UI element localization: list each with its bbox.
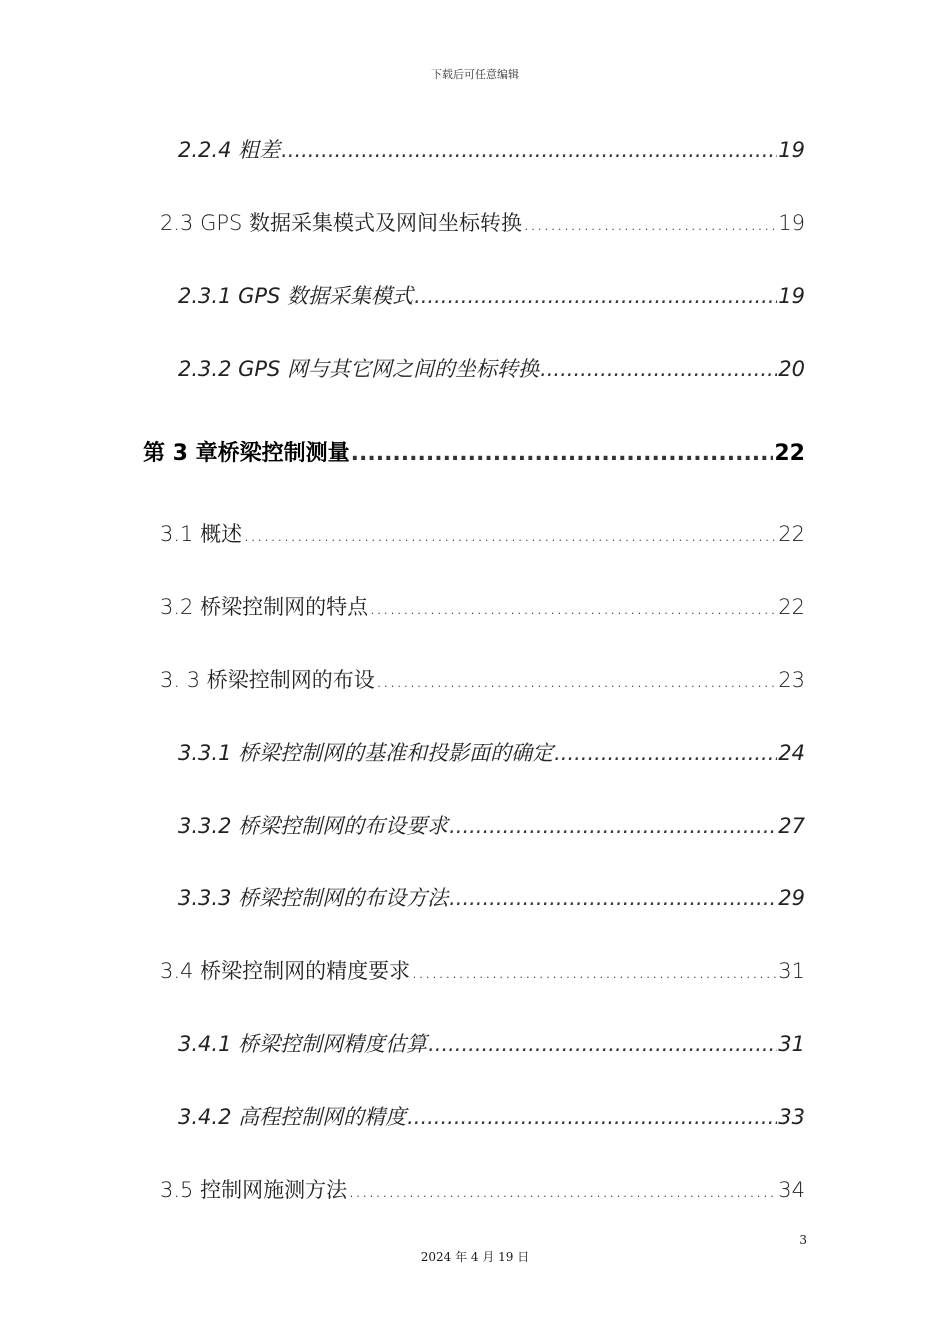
toc-leader-dots [414, 284, 777, 308]
toc-leader-dots [523, 211, 777, 235]
toc-entry-page: 31 [778, 1032, 805, 1056]
toc-entry-title: 3.4.2 高程控制网的精度 [178, 1105, 407, 1129]
toc-leader-dots [428, 1032, 777, 1056]
toc-entry-title: 3.2 桥梁控制网的特点 [160, 595, 369, 619]
toc-entry-title: 3.3.2 桥梁控制网的布设要求 [178, 814, 449, 838]
toc-chapter-entry[interactable] [143, 436, 805, 467]
toc-entry-title: 3.1 概述 [160, 522, 243, 546]
toc-entry-page: 19 [778, 284, 805, 308]
toc-entry-title: 3.3.1 桥梁控制网的基准和投影面的确定 [178, 741, 554, 765]
toc-entry[interactable] [178, 1028, 805, 1058]
toc-entry-title: 2.3.2 GPS 网与其它网之间的坐标转换 [178, 357, 540, 381]
footer-date: 2024 年 4 月 19 日 [420, 1250, 530, 1264]
toc-leader-dots [376, 668, 778, 692]
toc-leader-dots [540, 357, 777, 381]
toc-entry-page: 19 [778, 211, 805, 235]
toc-leader-dots [411, 959, 777, 983]
toc-entry[interactable] [178, 134, 805, 164]
toc-leader-dots [281, 138, 777, 162]
toc-entry[interactable] [178, 810, 805, 840]
toc-leader-dots [243, 522, 777, 546]
toc-entry[interactable] [178, 1101, 805, 1131]
toc-entry-title: 2.3.1 GPS 数据采集模式 [178, 284, 414, 308]
page-header: 下载后可任意编辑 [431, 68, 519, 81]
toc-entry-title: 2.3 GPS 数据采集模式及网间坐标转换 [160, 211, 523, 235]
toc-entry-page: 29 [778, 886, 805, 910]
toc-leader-dots [351, 441, 774, 466]
toc-leader-dots [449, 886, 777, 910]
toc-leader-dots [554, 741, 777, 765]
toc-entry[interactable] [178, 737, 805, 767]
toc-entry-title: 3.3.3 桥梁控制网的布设方法 [178, 886, 449, 910]
toc-entry-page: 22 [778, 595, 805, 619]
toc-entry-page: 34 [778, 1178, 805, 1202]
toc-leader-dots [449, 814, 777, 838]
toc-leader-dots [407, 1105, 777, 1129]
toc-entry[interactable] [160, 591, 805, 621]
toc-entry-title: 3.4 桥梁控制网的精度要求 [160, 959, 411, 983]
toc-entry-page: 19 [778, 138, 805, 162]
toc-entry-title: 2.2.4 粗差 [178, 138, 281, 162]
toc-entry[interactable] [160, 1174, 805, 1204]
toc-entry-page: 22 [778, 522, 805, 546]
page-number: 3 [799, 1233, 807, 1247]
toc-entry-page: 31 [778, 959, 805, 983]
toc-entry-title: 3.4.1 桥梁控制网精度估算 [178, 1032, 428, 1056]
toc-leader-dots [369, 595, 777, 619]
toc-entry[interactable] [160, 207, 805, 237]
toc-entry-title: 3.5 控制网施测方法 [160, 1178, 348, 1202]
toc-entry[interactable] [160, 955, 805, 985]
toc-entry-title: 第 3 章桥梁控制测量 [143, 441, 350, 466]
toc-entry-page: 20 [778, 357, 805, 381]
toc-entry-page: 33 [778, 1105, 805, 1129]
toc-entry-page: 24 [778, 741, 805, 765]
toc-entry[interactable] [178, 882, 805, 912]
toc-entry-page: 23 [778, 668, 805, 692]
toc-entry-page: 22 [774, 441, 805, 466]
toc-entry[interactable] [160, 518, 805, 548]
toc-entry[interactable] [178, 280, 805, 310]
toc-entry[interactable] [160, 664, 805, 694]
toc-entry-title: 3. 3 桥梁控制网的布设 [160, 668, 375, 692]
toc-leader-dots [348, 1178, 777, 1202]
toc-entry[interactable] [178, 353, 805, 383]
toc-entry-page: 27 [778, 814, 805, 838]
